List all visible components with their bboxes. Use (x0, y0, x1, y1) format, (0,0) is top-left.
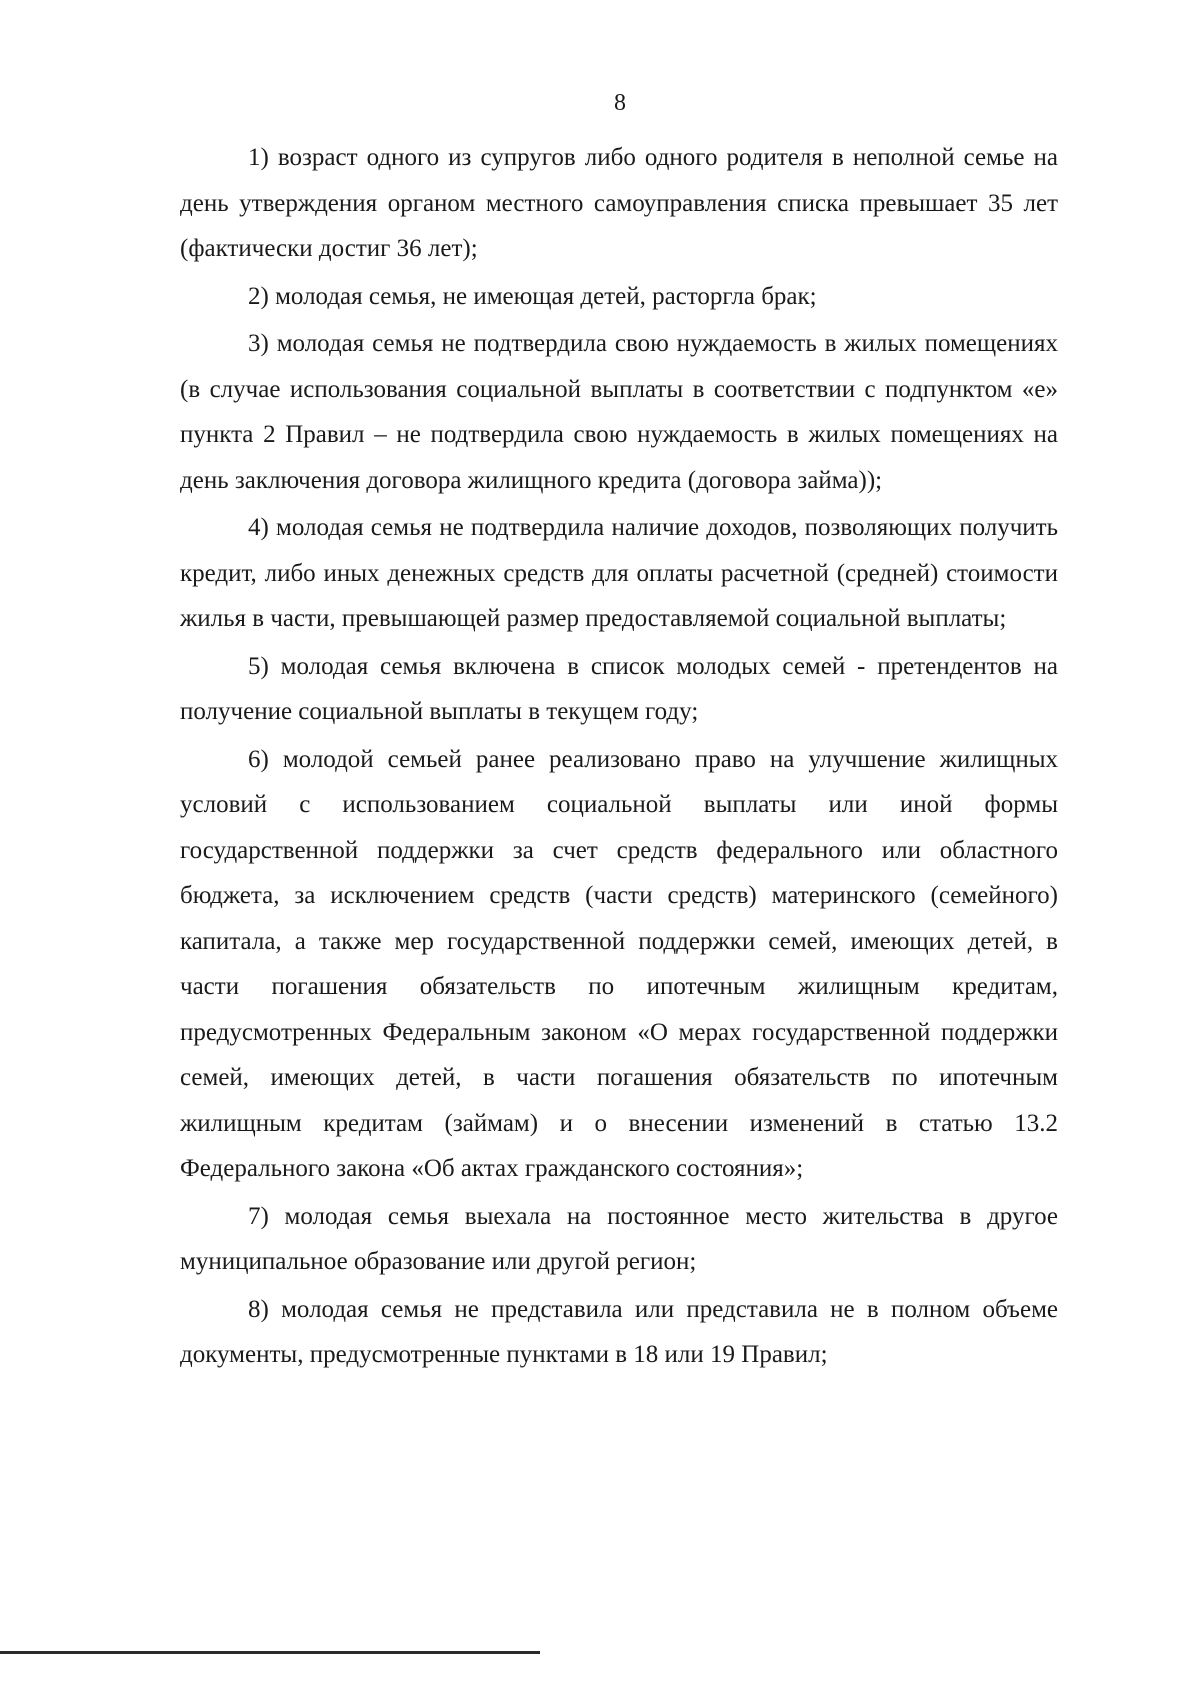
page-number: 8 (614, 90, 626, 116)
list-item-7: 7) молодая семья выехала на постоянное место жительства в другое муниципальное образование или другой регион; (180, 1202, 1058, 1275)
scan-edge-line (0, 1651, 540, 1654)
list-item-1: 1) возраст одного из супругов либо одного родителя в неполной семье на день утверждения органом местного самоуправления списка превышает 35 лет (фактически достиг 36 лет); (180, 144, 1058, 262)
document-body (180, 135, 1058, 1380)
list-item-3: 3) молодая семья не подтвердила свою нуждаемость в жилых помещениях (в случае использования социальной выплаты в соответствии с подпунктом «е» пункта 2 Правил – не подтвердила свою нуждаемость в жилых помещениях на день заключения договора жилищного кредита (договора займа)); (180, 330, 1058, 494)
list-item-2: 2) молодая семья, не имеющая детей, расторгла брак; (248, 282, 817, 310)
list-item-6: 6) молодой семьей ранее реализовано право на улучшение жилищных условий с использованием социальной выплаты или иной формы государственной поддержки за счет средств федерального или областного бюджета, за исключением средств (части средств) материнского (семейного) капитала, а также мер государственной поддержки семей, имеющих детей, в части погашения обязательств по ипотечным жилищным кредитам, предусмотренных Федеральным законом «О мерах государственной поддержки семей, имеющих детей, в части погашения обязательств по ипотечным жилищным кредитам (займам) и о внесении изменений в статью 13.2 Федерального закона «Об актах гражданского состояния»; (180, 745, 1058, 1182)
list-item-8: 8) молодая семья не представила или представила не в полном объеме документы, предусмотренные пунктами в 18 или 19 Правил; (180, 1295, 1058, 1368)
list-item-5: 5) молодая семья включена в список молодых семей - претендентов на получение социальной выплаты в текущем году; (180, 652, 1058, 725)
list-item-4: 4) молодая семья не подтвердила наличие доходов, позволяющих получить кредит, либо иных денежных средств для оплаты расчетной (средней) стоимости жилья в части, превышающей размер предоставляемой социальной выплаты; (180, 514, 1058, 632)
